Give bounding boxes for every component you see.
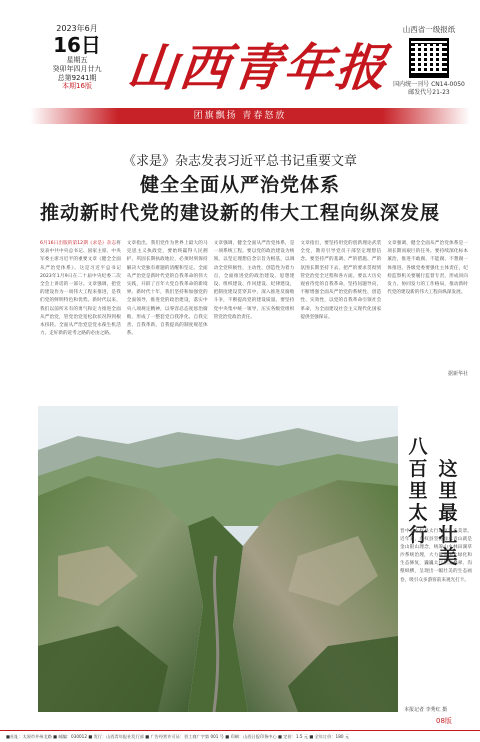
weekday: 星期五 xyxy=(66,56,88,64)
masthead xyxy=(0,0,480,128)
cn-number: 国内统一刊号 CN14-0050 xyxy=(393,81,465,88)
article-column-2: 文章指出，我们党作为世界上最大的马克思主义执政党，要始终赢得人民拥护、巩固长期执政地位，必须时刻保持解决大党独有难题的清醒和坚定。全面从严治党是新时代党的自我革命的伟大实践，开辟了百年大党自我革命的新境界。新时代十年，我们坚持和加强党的全面领导，推进党的政治建设，落实中央八项规定精神，以零容忍态度惩治腐败，形成了一整套党自我净化、自我完善、自我革新、自我提高的制度规范体系。 xyxy=(126,241,208,337)
side-title-char: 美 xyxy=(438,546,458,568)
article-column-3: 文章强调，健全全面从严治党体系，是一项系统工程。要以党的政治建设为统领，以坚定理想信念宗旨为根基，以调动全党积极性、主动性、创造性为着力点，全面推进党的政治建设、思想建设、组织建设、作风建设、纪律建设，把制度建设贯穿其中，深入推进反腐败斗争，不断提高党的建设质量。要坚持党中央集中统一领导，压实各级党组织管党治党政治责任。 xyxy=(213,241,295,320)
side-title-char: 这 xyxy=(438,458,458,480)
side-story-body: 晋中市左权县太行山区生态美景。近年来，左权县坚持绿水青山就是金山银山理念，统筹山水林田湖草沙系统治理，大力推进国土绿化和生态修复，巍巍太行层峦叠翠、沟壑纵横，呈现出一幅壮美的生态画卷，吸引众多游客前来观光打卡。 xyxy=(400,529,472,583)
page-count: 本期16版 xyxy=(62,82,92,91)
newspaper-logo xyxy=(124,28,391,98)
date-box xyxy=(40,24,114,91)
article-column-1-text: 将发表中共中央总书记、国家主席、中央军委主席习近平的重要文章《健全全面从严治党体系》。这是习近平总书记2023年1月9日在二十届中央纪委二次全会上讲话的一部分。文章强调，把党的建设作为一项伟大工程来推进，是我们党的鲜明特色和优势。新时代以来，我们以前所未有的勇气和定力推进全面从严治党，管党治党宽松软状况得到根本扭转。全面从严治党是党永葆生机活力、走好新的赶考之路的必由之路。 xyxy=(40,241,121,337)
page-reference[interactable]: 08版 xyxy=(436,717,452,725)
footer-imprint: ■社址：太原市并州北路 ■ 邮编：030012 ■ 发行：山西青年报社发行部 ■ 广告经营许可证：晋工商广字第 001 号 ■ 印刷：山西日报印务中心 ■ 定价：1.5 元 ■ 全年订价：180 元 xyxy=(0,730,480,742)
side-title-char: 壮 xyxy=(438,524,458,546)
headline-line-1: 健全全面从严治党体系 xyxy=(139,174,340,196)
side-title-char: 里 xyxy=(408,480,428,502)
article-body xyxy=(40,240,468,376)
side-title-char: 八 xyxy=(408,436,428,458)
mountain-landscape-image xyxy=(38,406,398,712)
taihang-mountain-photo xyxy=(38,406,398,712)
article-lead: 6月16日出版的第12期《求是》杂志 xyxy=(40,241,117,246)
post-code: 邮发代号21-23 xyxy=(408,88,450,96)
logo-text: 山西青年报 xyxy=(124,38,391,97)
qr-code-icon xyxy=(409,38,449,78)
rank-tag: 山西省一级报纸 xyxy=(402,25,456,34)
article-column-5: 文章强调，健全全面从严治党体系是一项长期而艰巨的任务。要持续深化标本兼治，推进不敢腐、不能腐、不想腐一体推进。各级党委要强化主体责任，纪检监察机关要履行监督专责，形成同向发力、协同发力的工作格局，推动新时代党的建设新的伟大工程向纵深发展。 xyxy=(387,241,468,296)
photo-credit: 本报记者 李秀红 摄 xyxy=(404,707,448,713)
issue-day: 16日 xyxy=(53,33,101,57)
article-column-1 xyxy=(40,240,121,376)
issue-total: 总第9241期 xyxy=(57,73,97,82)
year-month: 2023年6月 xyxy=(56,24,98,33)
lunar-date: 癸卯年四月廿九 xyxy=(52,64,102,73)
side-title-char: 里 xyxy=(438,480,458,502)
publication-info xyxy=(386,24,472,97)
side-title-char: 最 xyxy=(438,502,458,524)
headline-line-2: 推动新时代党的建设新的伟大工程向纵深发展 xyxy=(39,202,440,224)
side-title-char: 行 xyxy=(408,524,428,546)
side-title-char: 太 xyxy=(408,502,428,524)
slogan-text: 团旗飘扬 青春怒放 xyxy=(193,111,287,121)
article-byline: 据新华社 xyxy=(447,371,468,377)
side-title-char: 百 xyxy=(408,458,428,480)
article-kicker: 《求是》杂志发表习近平总书记重要文章 xyxy=(122,154,357,169)
article-column-4: 文章指出，要坚持用党的创新理论武装全党，教育引导党员干部坚定理想信念。要坚持严的基调、严的措施、严的氛围长期坚持下去，把严的要求贯彻到管党治党全过程和各方面。要以大历史观看待党的自我革命，坚持问题导向，不断增强全面从严治党的系统性、创造性、实效性，以党的自我革命引领社会革命，为全面建设社会主义现代化国家提供坚强保证。 xyxy=(300,241,382,320)
